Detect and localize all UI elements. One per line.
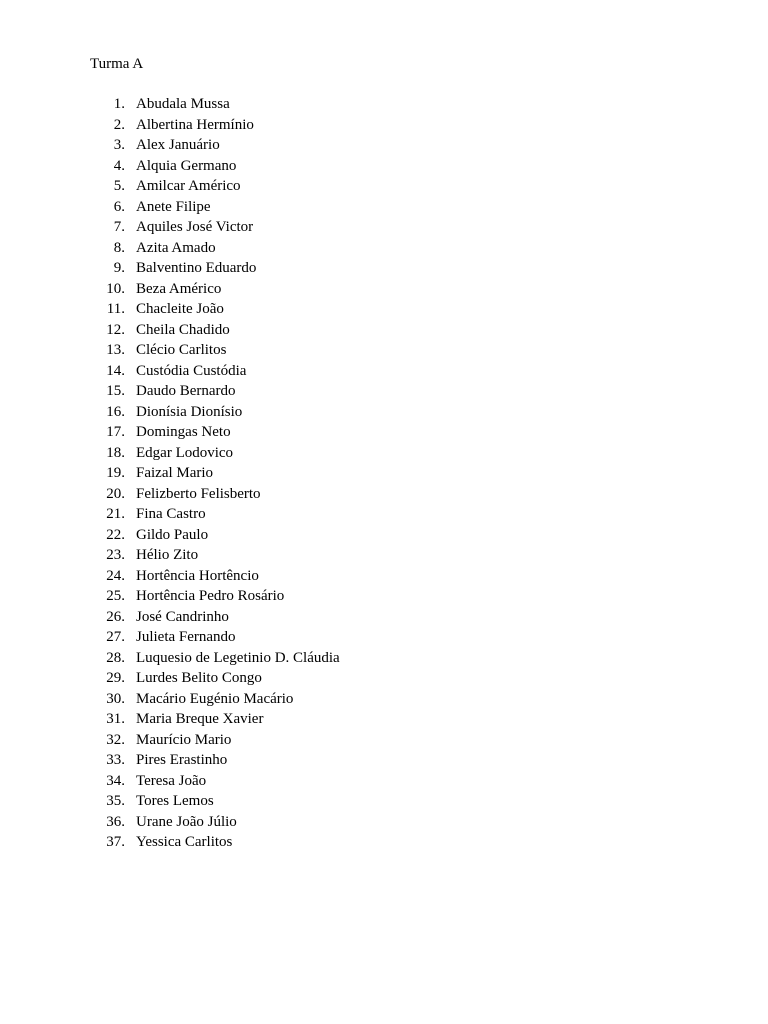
student-name: Clécio Carlitos <box>136 342 227 358</box>
list-item-number: 26. <box>106 608 125 625</box>
list-item-number: 1. <box>113 96 125 112</box>
student-name: Hélio Zito <box>136 547 199 563</box>
list-item-number: 18. <box>106 444 125 461</box>
list-item-number: 12. <box>106 321 125 338</box>
class-heading: Turma A <box>90 56 144 72</box>
list-item-number: 5. <box>113 178 125 194</box>
student-name: Balventino Eduardo <box>136 260 257 276</box>
student-name: Gildo Paulo <box>136 526 209 543</box>
student-name: Luquesio de Legetinio D. Cláudia <box>136 649 340 666</box>
list-item-number: 16. <box>106 403 125 420</box>
student-name: Amilcar Américo <box>136 178 241 194</box>
student-name: Yessica Carlitos <box>136 834 233 850</box>
student-name: Beza Américo <box>136 280 222 297</box>
list-item-number: 13. <box>106 342 125 358</box>
student-name: Hortência Hortêncio <box>136 567 259 584</box>
list-item-number: 28. <box>106 649 125 666</box>
student-name: Fina Castro <box>136 506 206 522</box>
student-name: Cheila Chadido <box>136 321 230 338</box>
list-item-number: 9. <box>113 260 125 276</box>
list-item-number: 15. <box>106 383 125 399</box>
student-name: Felizberto Felisberto <box>136 485 261 502</box>
student-name: Macário Eugénio Macário <box>136 690 294 707</box>
list-item-number: 19. <box>106 465 125 481</box>
list-item-number: 4. <box>113 157 125 174</box>
list-item-number: 2. <box>113 116 125 133</box>
student-name: Azita Amado <box>136 239 216 256</box>
student-name: Hortência Pedro Rosário <box>136 588 285 604</box>
list-item-number: 24. <box>106 567 125 584</box>
list-item-number: 17. <box>106 424 125 440</box>
student-name: Albertina Hermínio <box>136 116 254 133</box>
student-name: Tores Lemos <box>136 793 214 809</box>
student-name: Dionísia Dionísio <box>136 403 243 420</box>
student-name: Edgar Lodovico <box>136 444 234 461</box>
list-item-number: 33. <box>106 752 125 768</box>
student-name: Julieta Fernando <box>136 629 236 645</box>
list-item-number: 14. <box>106 362 125 379</box>
student-name: Teresa João <box>136 772 207 789</box>
list-item-number: 35. <box>106 793 125 809</box>
list-item-number: 25. <box>106 588 125 604</box>
list-item-number: 10. <box>106 280 125 297</box>
list-item-number: 11. <box>106 301 125 317</box>
list-item-number: 22. <box>106 526 125 543</box>
student-name: Domingas Neto <box>136 424 231 440</box>
student-name: Alquia Germano <box>136 157 237 174</box>
list-item-number: 37. <box>106 834 125 850</box>
student-name: Daudo Bernardo <box>136 383 236 399</box>
student-name: Urane João Júlio <box>136 813 237 830</box>
student-name: Aquiles José Victor <box>136 219 254 235</box>
student-name: José Candrinho <box>136 608 229 625</box>
list-item-number: 23. <box>106 547 125 563</box>
student-name: Alex Januário <box>136 137 220 153</box>
list-item-number: 7. <box>113 219 125 235</box>
list-item-number: 8. <box>113 239 125 256</box>
student-name: Chacleite João <box>136 301 224 317</box>
list-item-number: 31. <box>106 711 125 727</box>
list-item-number: 36. <box>106 813 125 830</box>
list-item-number: 6. <box>113 198 125 215</box>
list-item-number: 30. <box>106 690 125 707</box>
student-name: Maria Breque Xavier <box>136 711 264 727</box>
student-name: Anete Filipe <box>136 198 211 215</box>
list-item-number: 27. <box>106 629 125 645</box>
list-item-number: 21. <box>106 506 125 522</box>
list-item-number: 34. <box>106 772 125 789</box>
student-name: Pires Erastinho <box>136 752 228 768</box>
student-name: Maurício Mario <box>136 731 232 748</box>
list-item-number: 29. <box>106 670 125 686</box>
student-name: Faizal Mario <box>136 465 214 481</box>
student-name: Abudala Mussa <box>136 96 230 112</box>
list-item-number: 3. <box>113 137 125 153</box>
student-name: Custódia Custódia <box>136 362 247 379</box>
student-name: Lurdes Belito Congo <box>136 670 262 686</box>
list-item-number: 32. <box>106 731 125 748</box>
list-item-number: 20. <box>106 485 125 502</box>
